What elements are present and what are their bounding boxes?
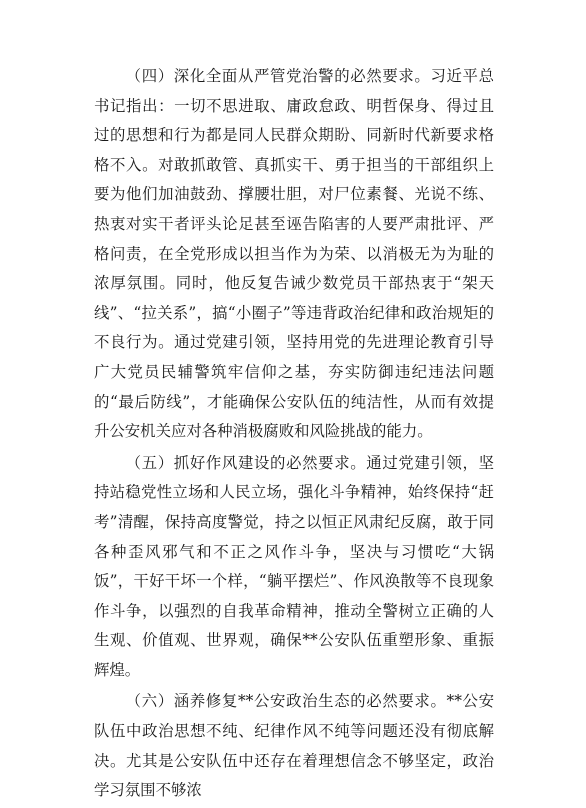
paragraph-section-4 — [94, 62, 494, 447]
paragraph-text: （六）涵养修复**公安政治生态的必然要求。**公安队伍中政治思想不纯、纪律作风不纯等问题还没有彻底解决。尤其是公安队伍中还存在着理想信念不够坚定，政治学习氛围不够浓 — [94, 692, 494, 800]
paragraph-section-6 — [94, 687, 494, 805]
paragraph-section-5 — [94, 449, 494, 686]
paragraph-text: （五）抓好作风建设的必然要求。通过党建引领，坚持站稳党性立场和人民立场，强化斗争精神，始终保持“赶考”清醒，保持高度警觉，持之以恒正风肃纪反腐，敢于同各种歪风邪气和不正之风作斗争，坚决与习惯吃“大锅饭”，干好干坏一个样，“躺平摆烂”、作风涣散等不良现象作斗争，以强烈的自我革命精神，推动全警树立正确的人生观、价值观、世界观，确保**公安队伍重塑形象、重振辉煌。 — [94, 453, 494, 679]
paragraph-text: （四）深化全面从严管党治警的必然要求。习近平总书记指出：一切不思进取、庸政怠政、明哲保身、得过且过的思想和行为都是同人民群众期盼、同新时代新要求格格不入。对敢抓敢管、真抓实干、勇于担当的干部组织上要为他们加油鼓劲、撑腰壮胆，对尸位素餐、光说不练、热衷对实干者评头论足甚至诬告陷害的人要严肃批评、严格问责，在全党形成以担当作为为荣、以消极无为为耻的浓厚氛围。同时，他反复告诫少数党员干部热衷于“架天线”、“拉关系”，搞“小圈子”等违背政治纪律和政治规矩的不良行为。通过党建引领，坚持用党的先进理论教育引导广大党员民辅警筑牢信仰之基，夯实防御违纪违法问题的“最后防线”，才能确保公安队伍的纯洁性，从而有效提升公安机关应对各种消极腐败和风险挑战的能力。 — [94, 67, 494, 441]
document-body — [94, 62, 494, 808]
